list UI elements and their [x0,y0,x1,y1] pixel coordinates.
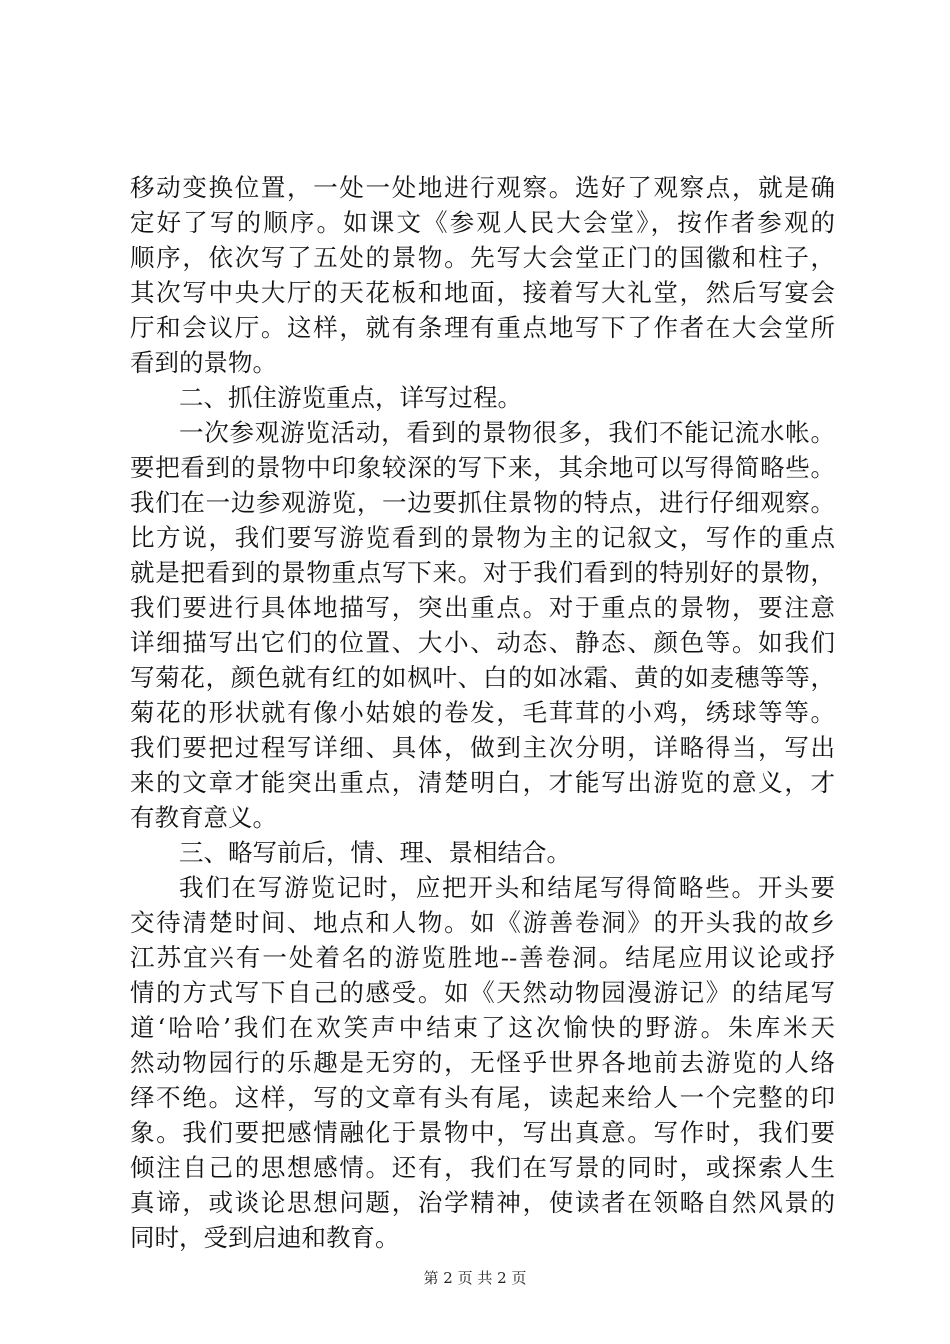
text-line: 我们要把过程写详细、具体，做到主次分明，详略得当，写出 [130,733,835,762]
body-text [130,170,835,1255]
text-line: 我们在写游览记时，应把开头和结尾写得简略些。开头要 [179,873,835,902]
text-line: 然动物园行的乐趣是无穷的，无怪乎世界各地前去游览的人络 [130,1048,835,1077]
section-heading: 三、略写前后，情、理、景相结合。 [179,838,571,867]
text-line: 道‘哈哈’我们在欢笑声中结束了这次愉快的野游。朱库米天 [130,1013,835,1042]
text-line: 象。我们要把感情融化于景物中，写出真意。写作时，我们要 [130,1118,835,1147]
text-line: 定好了写的顺序。如课文《参观人民大会堂》，按作者参观的 [130,208,835,237]
text-line: 比方说，我们要写游览看到的景物为主的记叙文，写作的重点 [130,523,835,552]
text-line: 绎不绝。这样，写的文章有头有尾，读起来给人一个完整的印 [130,1083,835,1112]
text-line: 我们在一边参观游览，一边要抓住景物的特点，进行仔细观察。 [130,488,835,517]
text-line: 同时，受到启迪和教育。 [130,1223,400,1252]
text-line: 写菊花，颜色就有红的如枫叶、白的如冰霜、黄的如麦穗等等， [130,663,835,692]
text-line: 江苏宜兴有一处着名的游览胜地--善卷洞。结尾应用议论或抒 [130,943,835,972]
text-line: 真谛，或谈论思想问题，治学精神，使读者在领略自然风景的 [130,1188,835,1217]
text-line: 顺序，依次写了五处的景物。先写大会堂正门的国徽和柱子， [130,243,835,272]
text-line: 交待清楚时间、地点和人物。如《游善卷洞》的开头我的故乡 [130,908,835,937]
section-heading: 二、抓住游览重点，详写过程。 [179,383,522,412]
text-line: 情的方式写下自己的感受。如《天然动物园漫游记》的结尾写 [130,978,835,1007]
text-line: 移动变换位置，一处一处地进行观察。选好了观察点，就是确 [130,173,835,202]
text-line: 厅和会议厅。这样，就有条理有重点地写下了作者在大会堂所 [130,313,835,342]
text-line: 就是把看到的景物重点写下来。对于我们看到的特别好的景物， [130,558,835,587]
page-footer: 第 2 页 共 2 页 [423,1269,527,1287]
text-line: 我们要进行具体地描写，突出重点。对于重点的景物，要注意 [130,593,835,622]
text-line: 看到的景物。 [130,348,277,377]
text-line: 有教育意义。 [130,803,277,832]
text-line: 其次写中央大厅的天花板和地面，接着写大礼堂，然后写宴会 [130,278,835,307]
text-line: 一次参观游览活动，看到的景物很多，我们不能记流水帐。 [179,418,835,447]
text-line: 详细描写出它们的位置、大小、动态、静态、颜色等。如我们 [130,628,835,657]
text-line: 来的文章才能突出重点，清楚明白，才能写出游览的意义，才 [130,768,835,797]
text-line: 倾注自己的思想感情。还有，我们在写景的同时，或探索人生 [130,1153,835,1182]
text-line: 要把看到的景物中印象较深的写下来，其余地可以写得简略些。 [130,453,835,482]
text-line: 菊花的形状就有像小姑娘的卷发，毛茸茸的小鸡，绣球等等。 [130,698,835,727]
